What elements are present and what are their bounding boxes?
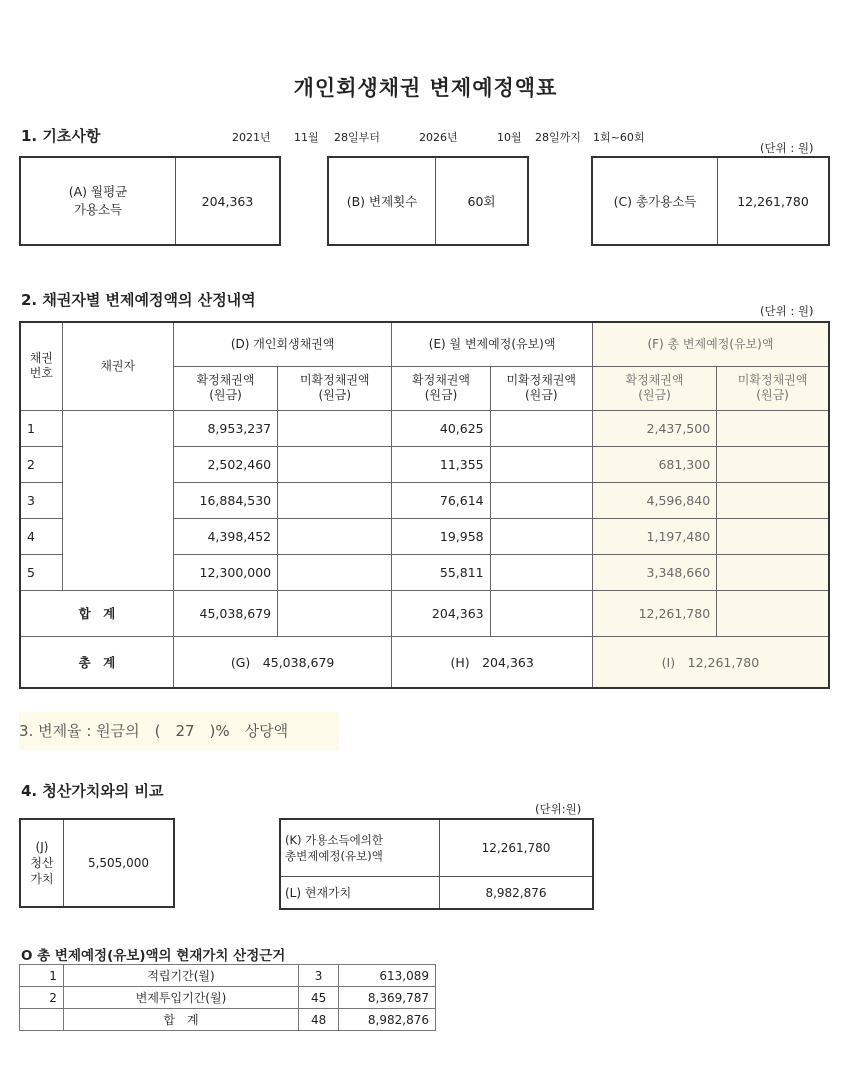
header-f-unconfirmed: 미확정채권액 (원금) bbox=[717, 366, 829, 410]
box-c-label: (C) 총가용소득 bbox=[613, 194, 697, 209]
table-row bbox=[20, 965, 436, 987]
section1-heading: 1. 기초사항 bbox=[21, 127, 101, 145]
pv-total-label: 합 계 bbox=[63, 1009, 298, 1031]
pv-row-no: 1 bbox=[20, 965, 64, 987]
total-i: (I) 12,261,780 bbox=[592, 636, 829, 688]
pv-total-amount: 8,982,876 bbox=[339, 1009, 436, 1031]
row-e-confirmed: 76,614 bbox=[392, 482, 490, 518]
pv-row-label: 변제투입기간(월) bbox=[63, 987, 298, 1009]
l-value: 8,982,876 bbox=[440, 877, 594, 909]
pv-total-months: 48 bbox=[299, 1009, 339, 1031]
row-e-confirmed: 40,625 bbox=[392, 410, 490, 446]
box-b-label: (B) 변제횟수 bbox=[346, 194, 418, 209]
j-value: 5,505,000 bbox=[64, 819, 175, 907]
subtotal-row bbox=[20, 590, 829, 636]
box-b bbox=[327, 156, 529, 246]
present-value-heading: O 총 변제예정(유보)액의 현재가치 산정근거 bbox=[21, 948, 286, 964]
creditor-table bbox=[19, 321, 830, 689]
period-end-month: 10월 bbox=[497, 131, 522, 144]
liquidation-value-table bbox=[19, 818, 175, 908]
subtotal-e: 204,363 bbox=[392, 590, 490, 636]
period-start-day: 28일부터 bbox=[334, 131, 380, 144]
row-d-confirmed: 12,300,000 bbox=[173, 554, 277, 590]
header-f: (F) 총 변제예정(유보)액 bbox=[592, 322, 829, 366]
total-g: (G) 45,038,679 bbox=[173, 636, 392, 688]
section2-heading: 2. 채권자별 변제예정액의 산정내역 bbox=[21, 291, 256, 309]
total-h: (H) 204,363 bbox=[392, 636, 592, 688]
header-d-confirmed: 확정채권액 (원금) bbox=[173, 366, 277, 410]
repayment-rate: 3. 변제율 : 원금의 ( 27 )% 상당액 bbox=[19, 712, 339, 750]
table-row bbox=[20, 987, 436, 1009]
period-end-day: 28일까지 bbox=[535, 131, 581, 144]
creditor-cell bbox=[62, 410, 173, 590]
pv-row-label: 적립기간(월) bbox=[63, 965, 298, 987]
row-e-confirmed: 11,355 bbox=[392, 446, 490, 482]
header-e-confirmed: 확정채권액 (원금) bbox=[392, 366, 490, 410]
subtotal-d: 45,038,679 bbox=[173, 590, 277, 636]
k-label: (K) 가용소득에의한 총변제예정(유보)액 bbox=[280, 819, 440, 877]
pv-row-no: 2 bbox=[20, 987, 64, 1009]
period-start-year: 2021년 bbox=[232, 131, 271, 144]
header-no: 채권 번호 bbox=[20, 322, 62, 410]
total-row bbox=[20, 636, 829, 688]
row-f-confirmed: 681,300 bbox=[592, 446, 716, 482]
row-f-confirmed: 1,197,480 bbox=[592, 518, 716, 554]
total-label: 총 계 bbox=[20, 636, 173, 688]
section4-unit: (단위:원) bbox=[535, 802, 582, 816]
present-value-table bbox=[19, 964, 436, 1031]
row-no: 1 bbox=[20, 410, 62, 446]
box-b-value: 60회 bbox=[435, 158, 527, 244]
header-creditor: 채권자 bbox=[62, 322, 173, 410]
row-f-confirmed: 4,596,840 bbox=[592, 482, 716, 518]
row-no: 2 bbox=[20, 446, 62, 482]
section2-unit: (단위 : 원) bbox=[760, 304, 814, 318]
pv-row-amount: 613,089 bbox=[339, 965, 436, 987]
header-f-confirmed: 확정채권액 (원금) bbox=[592, 366, 716, 410]
page-title: 개인회생채권 변제예정액표 bbox=[293, 76, 558, 100]
section1-unit: (단위 : 원) bbox=[760, 141, 814, 155]
row-f-confirmed: 3,348,660 bbox=[592, 554, 716, 590]
l-label: (L) 현재가치 bbox=[280, 877, 440, 909]
row-d-confirmed: 8,953,237 bbox=[173, 410, 277, 446]
header-d: (D) 개인회생채권액 bbox=[173, 322, 392, 366]
header-e: (E) 월 변제예정(유보)액 bbox=[392, 322, 592, 366]
box-a-value: 204,363 bbox=[175, 158, 279, 244]
row-f-confirmed: 2,437,500 bbox=[592, 410, 716, 446]
box-c-value: 12,261,780 bbox=[717, 158, 828, 244]
box-a-label: (A) 월평균 가용소득 bbox=[68, 184, 128, 217]
pv-total-row bbox=[20, 1009, 436, 1031]
box-a bbox=[19, 156, 281, 246]
row-e-confirmed: 55,811 bbox=[392, 554, 490, 590]
subtotal-f: 12,261,780 bbox=[592, 590, 716, 636]
row-no: 3 bbox=[20, 482, 62, 518]
comparison-table bbox=[279, 818, 594, 910]
row-d-confirmed: 4,398,452 bbox=[173, 518, 277, 554]
pv-row-months: 3 bbox=[299, 965, 339, 987]
row-d-confirmed: 16,884,530 bbox=[173, 482, 277, 518]
period-start-month: 11월 bbox=[294, 131, 319, 144]
row-no: 5 bbox=[20, 554, 62, 590]
row-d-confirmed: 2,502,460 bbox=[173, 446, 277, 482]
header-d-unconfirmed: 미확정채권액 (원금) bbox=[278, 366, 392, 410]
subtotal-label: 합 계 bbox=[20, 590, 173, 636]
period-range: 1회~60회 bbox=[593, 131, 645, 144]
pv-row-months: 45 bbox=[299, 987, 339, 1009]
k-value: 12,261,780 bbox=[440, 819, 594, 877]
header-e-unconfirmed: 미확정채권액 (원금) bbox=[490, 366, 592, 410]
j-label: (J) 청산 가치 bbox=[20, 819, 64, 907]
row-e-confirmed: 19,958 bbox=[392, 518, 490, 554]
table-row bbox=[20, 410, 829, 446]
section4-heading: 4. 청산가치와의 비교 bbox=[21, 782, 164, 800]
period-end-year: 2026년 bbox=[419, 131, 458, 144]
pv-row-amount: 8,369,787 bbox=[339, 987, 436, 1009]
box-c bbox=[591, 156, 830, 246]
row-no: 4 bbox=[20, 518, 62, 554]
